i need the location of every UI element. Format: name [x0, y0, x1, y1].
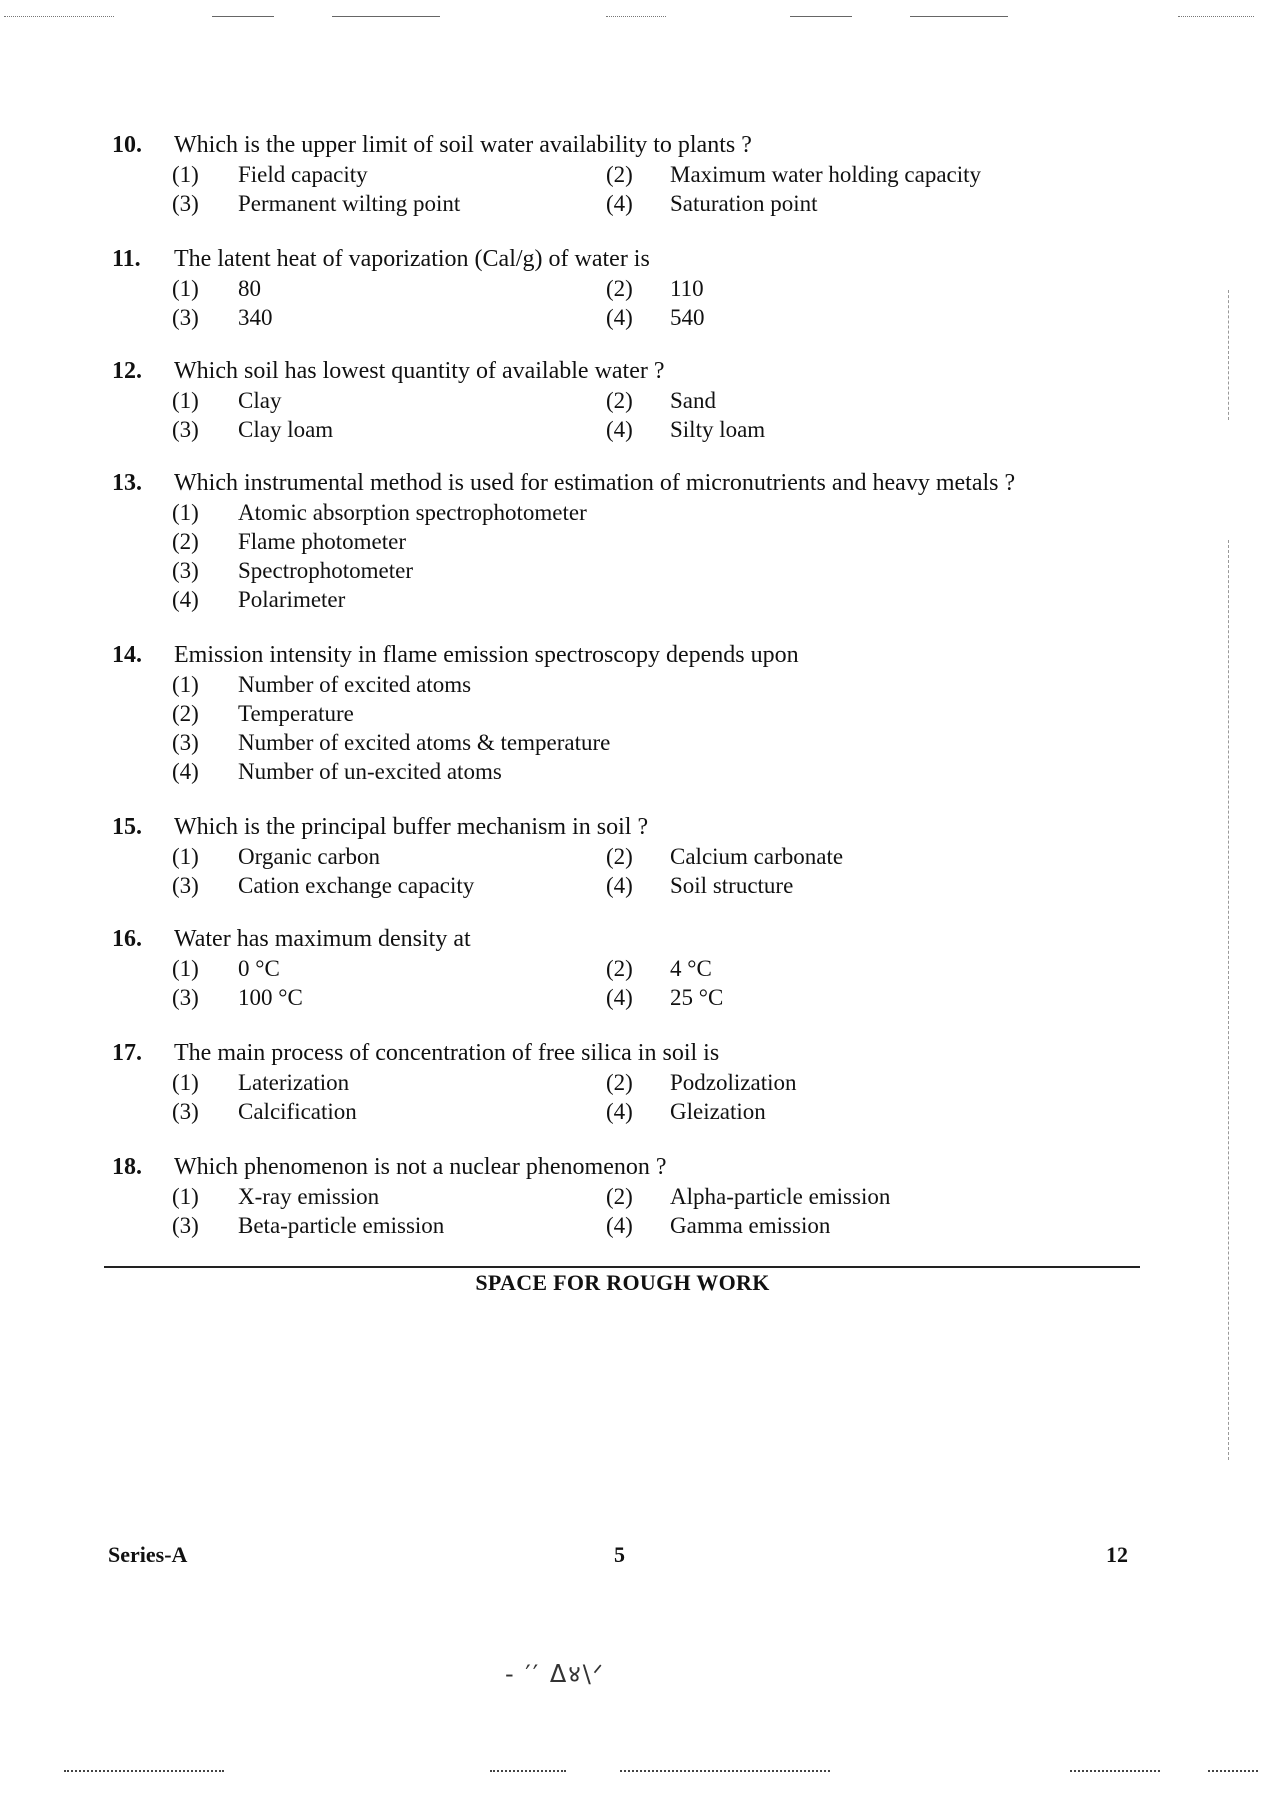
question-18 — [112, 1152, 1142, 1240]
question-number: 14. — [112, 642, 142, 668]
question-text: The main process of concentration of free silica in soil is — [174, 1040, 720, 1066]
option-number: (1) — [172, 500, 199, 525]
option-number: (4) — [606, 1099, 633, 1124]
option-text: Organic carbon — [238, 844, 380, 869]
scan-mark — [490, 1770, 566, 1772]
question-number: 10. — [112, 132, 142, 158]
scan-mark — [790, 16, 852, 17]
option-number: (1) — [172, 388, 199, 413]
option-number: (4) — [606, 191, 633, 216]
option-number: (3) — [172, 191, 199, 216]
option-number: (4) — [172, 759, 199, 784]
rough-work-divider — [104, 1266, 1140, 1268]
scan-mark — [1228, 540, 1229, 1460]
option-number: (2) — [606, 1070, 633, 1095]
option-number: (2) — [606, 388, 633, 413]
rough-work-heading: SPACE FOR ROUGH WORK — [475, 1270, 770, 1295]
option-number: (1) — [172, 1184, 199, 1209]
question-17 — [112, 1038, 1142, 1126]
option-text: 100 °C — [238, 985, 303, 1010]
scan-mark — [1228, 290, 1229, 420]
option-text: Laterization — [238, 1070, 350, 1095]
option-text: Podzolization — [670, 1070, 797, 1095]
option-text: Clay loam — [238, 417, 334, 442]
scan-mark — [606, 16, 666, 17]
option-text: Temperature — [238, 701, 354, 726]
scan-mark — [1208, 1770, 1258, 1772]
option-text: Calcification — [238, 1099, 357, 1124]
option-text: Clay — [238, 388, 282, 413]
option-text: Calcium carbonate — [670, 844, 844, 869]
option-text: Number of excited atoms — [238, 672, 472, 697]
option-number: (1) — [172, 276, 199, 301]
question-text: Emission intensity in flame emission spectroscopy depends upon — [174, 642, 799, 668]
question-text: Which instrumental method is used for estimation of micronutrients and heavy metals ? — [174, 470, 1016, 496]
question-10 — [112, 130, 1142, 218]
option-text: Gleization — [670, 1099, 766, 1124]
option-text: Saturation point — [670, 191, 818, 216]
scan-mark — [332, 16, 440, 17]
option-number: (2) — [606, 162, 633, 187]
option-text: Number of excited atoms & temperature — [238, 730, 611, 755]
option-text: 340 — [238, 305, 273, 330]
option-number: (1) — [172, 956, 199, 981]
question-text: Which is the principal buffer mechanism in soil ? — [174, 814, 649, 840]
scan-mark — [1178, 16, 1254, 17]
option-text: Flame photometer — [238, 529, 406, 554]
option-number: (2) — [606, 1184, 633, 1209]
option-text: Number of un-excited atoms — [238, 759, 502, 784]
option-text: 0 °C — [238, 956, 280, 981]
option-number: (2) — [606, 956, 633, 981]
option-number: (2) — [172, 529, 199, 554]
option-number: (3) — [172, 1099, 199, 1124]
option-text: Permanent wilting point — [238, 191, 461, 216]
option-text: Soil structure — [670, 873, 794, 898]
option-number: (1) — [172, 672, 199, 697]
option-text: 110 — [670, 276, 704, 301]
option-text: Beta-particle emission — [238, 1213, 445, 1238]
question-13 — [112, 468, 1142, 614]
option-text: 25 °C — [670, 985, 724, 1010]
option-text: Gamma emission — [670, 1213, 831, 1238]
question-text: Which soil has lowest quantity of available water ? — [174, 358, 665, 384]
scan-mark — [212, 16, 274, 17]
option-number: (4) — [606, 1213, 633, 1238]
question-number: 12. — [112, 358, 142, 384]
option-number: (3) — [172, 985, 199, 1010]
option-text: Atomic absorption spectrophotometer — [238, 500, 587, 525]
question-number: 15. — [112, 814, 142, 840]
option-text: Silty loam — [670, 417, 766, 442]
scan-mark — [910, 16, 1008, 17]
option-number: (2) — [606, 844, 633, 869]
option-text: Alpha-particle emission — [670, 1184, 891, 1209]
question-number: 18. — [112, 1154, 142, 1180]
option-text: Spectrophotometer — [238, 558, 414, 583]
option-number: (1) — [172, 1070, 199, 1095]
question-11 — [112, 244, 1142, 332]
question-number: 16. — [112, 926, 142, 952]
option-number: (4) — [606, 873, 633, 898]
option-number: (3) — [172, 873, 199, 898]
option-number: (3) — [172, 558, 199, 583]
option-number: (3) — [172, 730, 199, 755]
question-12 — [112, 356, 1142, 444]
page-number: 5 — [614, 1542, 625, 1567]
option-text: Cation exchange capacity — [238, 873, 475, 898]
scan-mark — [4, 16, 114, 17]
question-text: Which is the upper limit of soil water availability to plants ? — [174, 132, 752, 158]
question-number: 17. — [112, 1040, 142, 1066]
option-text: 80 — [238, 276, 261, 301]
option-text: 4 °C — [670, 956, 712, 981]
option-number: (3) — [172, 305, 199, 330]
option-number: (2) — [172, 701, 199, 726]
question-text: Which phenomenon is not a nuclear phenomenon ? — [174, 1154, 667, 1180]
series-label: Series-A — [108, 1542, 188, 1567]
option-number: (1) — [172, 844, 199, 869]
question-14 — [112, 640, 1142, 786]
scan-mark — [64, 1770, 224, 1772]
sheet-code: 12 — [1106, 1542, 1128, 1567]
option-number: (3) — [172, 1213, 199, 1238]
question-number: 11. — [112, 246, 141, 272]
option-text: Sand — [670, 388, 716, 413]
option-text: Polarimeter — [238, 587, 346, 612]
question-15 — [112, 812, 1142, 900]
option-number: (4) — [172, 587, 199, 612]
question-text: The latent heat of vaporization (Cal/g) of water is — [174, 246, 650, 272]
question-text: Water has maximum density at — [174, 926, 471, 952]
scan-mark — [620, 1770, 830, 1772]
option-text: X-ray emission — [238, 1184, 380, 1209]
option-text: 540 — [670, 305, 705, 330]
option-number: (4) — [606, 305, 633, 330]
handwritten-mark: - ′′ ᐃ४\ᐟ — [505, 1660, 605, 1688]
option-text: Maximum water holding capacity — [670, 162, 982, 187]
question-16 — [112, 924, 1142, 1012]
option-number: (4) — [606, 985, 633, 1010]
option-number: (1) — [172, 162, 199, 187]
option-number: (4) — [606, 417, 633, 442]
option-number: (3) — [172, 417, 199, 442]
question-number: 13. — [112, 470, 142, 496]
scan-mark — [1070, 1770, 1160, 1772]
option-number: (2) — [606, 276, 633, 301]
option-text: Field capacity — [238, 162, 368, 187]
